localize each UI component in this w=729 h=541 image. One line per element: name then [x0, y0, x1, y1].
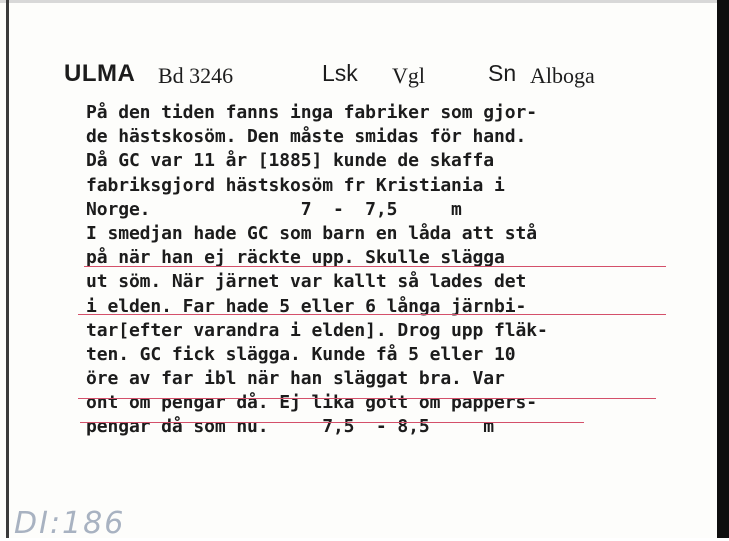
- text-line: tar[efter varandra i elden]. Drog upp fläk-: [86, 319, 548, 341]
- archive-name: ULMA: [64, 60, 136, 87]
- card-right-edge: [717, 0, 729, 538]
- text-line: Då GC var 11 år [1885] kunde de skaffa: [86, 150, 495, 172]
- text-line: på när han ej räckte upp. Skulle slägga: [86, 247, 505, 269]
- text-line: öre av far ibl när han släggat bra. Var: [86, 368, 505, 390]
- card-body-text: [86, 101, 686, 440]
- text-line: pengar då som nu. 7,5 - 8,5 m: [86, 416, 495, 438]
- text-line: ten. GC fick slägga. Kunde få 5 eller 10: [86, 343, 516, 365]
- socken-value: Alboga: [530, 63, 595, 88]
- landskap-value: Vgl: [392, 63, 425, 88]
- text-line: På den tiden fanns inga fabriker som gjor-: [86, 102, 537, 123]
- text-line: de hästskosöm. Den måste smidas för hand.: [86, 126, 527, 148]
- socken-label: Sn: [488, 60, 517, 86]
- text-line: I smedjan hade GC som barn en låda att stå: [86, 222, 537, 244]
- text-line: ut söm. När järnet var kallt så lades det: [86, 271, 527, 293]
- text-line: i elden. Far hade 5 eller 6 långa järnbi-: [86, 295, 527, 317]
- highlight-underline: [78, 314, 666, 315]
- archive-stamp: DI:186: [14, 506, 126, 541]
- landskap-label: Lsk: [322, 60, 358, 86]
- highlight-underline: [84, 266, 666, 267]
- text-line: ont om pengar då. Ej lika gott om pappers-: [86, 392, 537, 414]
- highlight-underline: [78, 398, 656, 399]
- highlight-underline: [80, 422, 584, 423]
- text-line: Norge. 7 - 7,5 m: [86, 198, 462, 220]
- card-header: [0, 60, 700, 94]
- text-line: fabriksgjord hästskosöm fr Kristiania i: [86, 174, 505, 196]
- card-top-edge: [0, 0, 729, 3]
- volume-number: Bd 3246: [158, 63, 234, 88]
